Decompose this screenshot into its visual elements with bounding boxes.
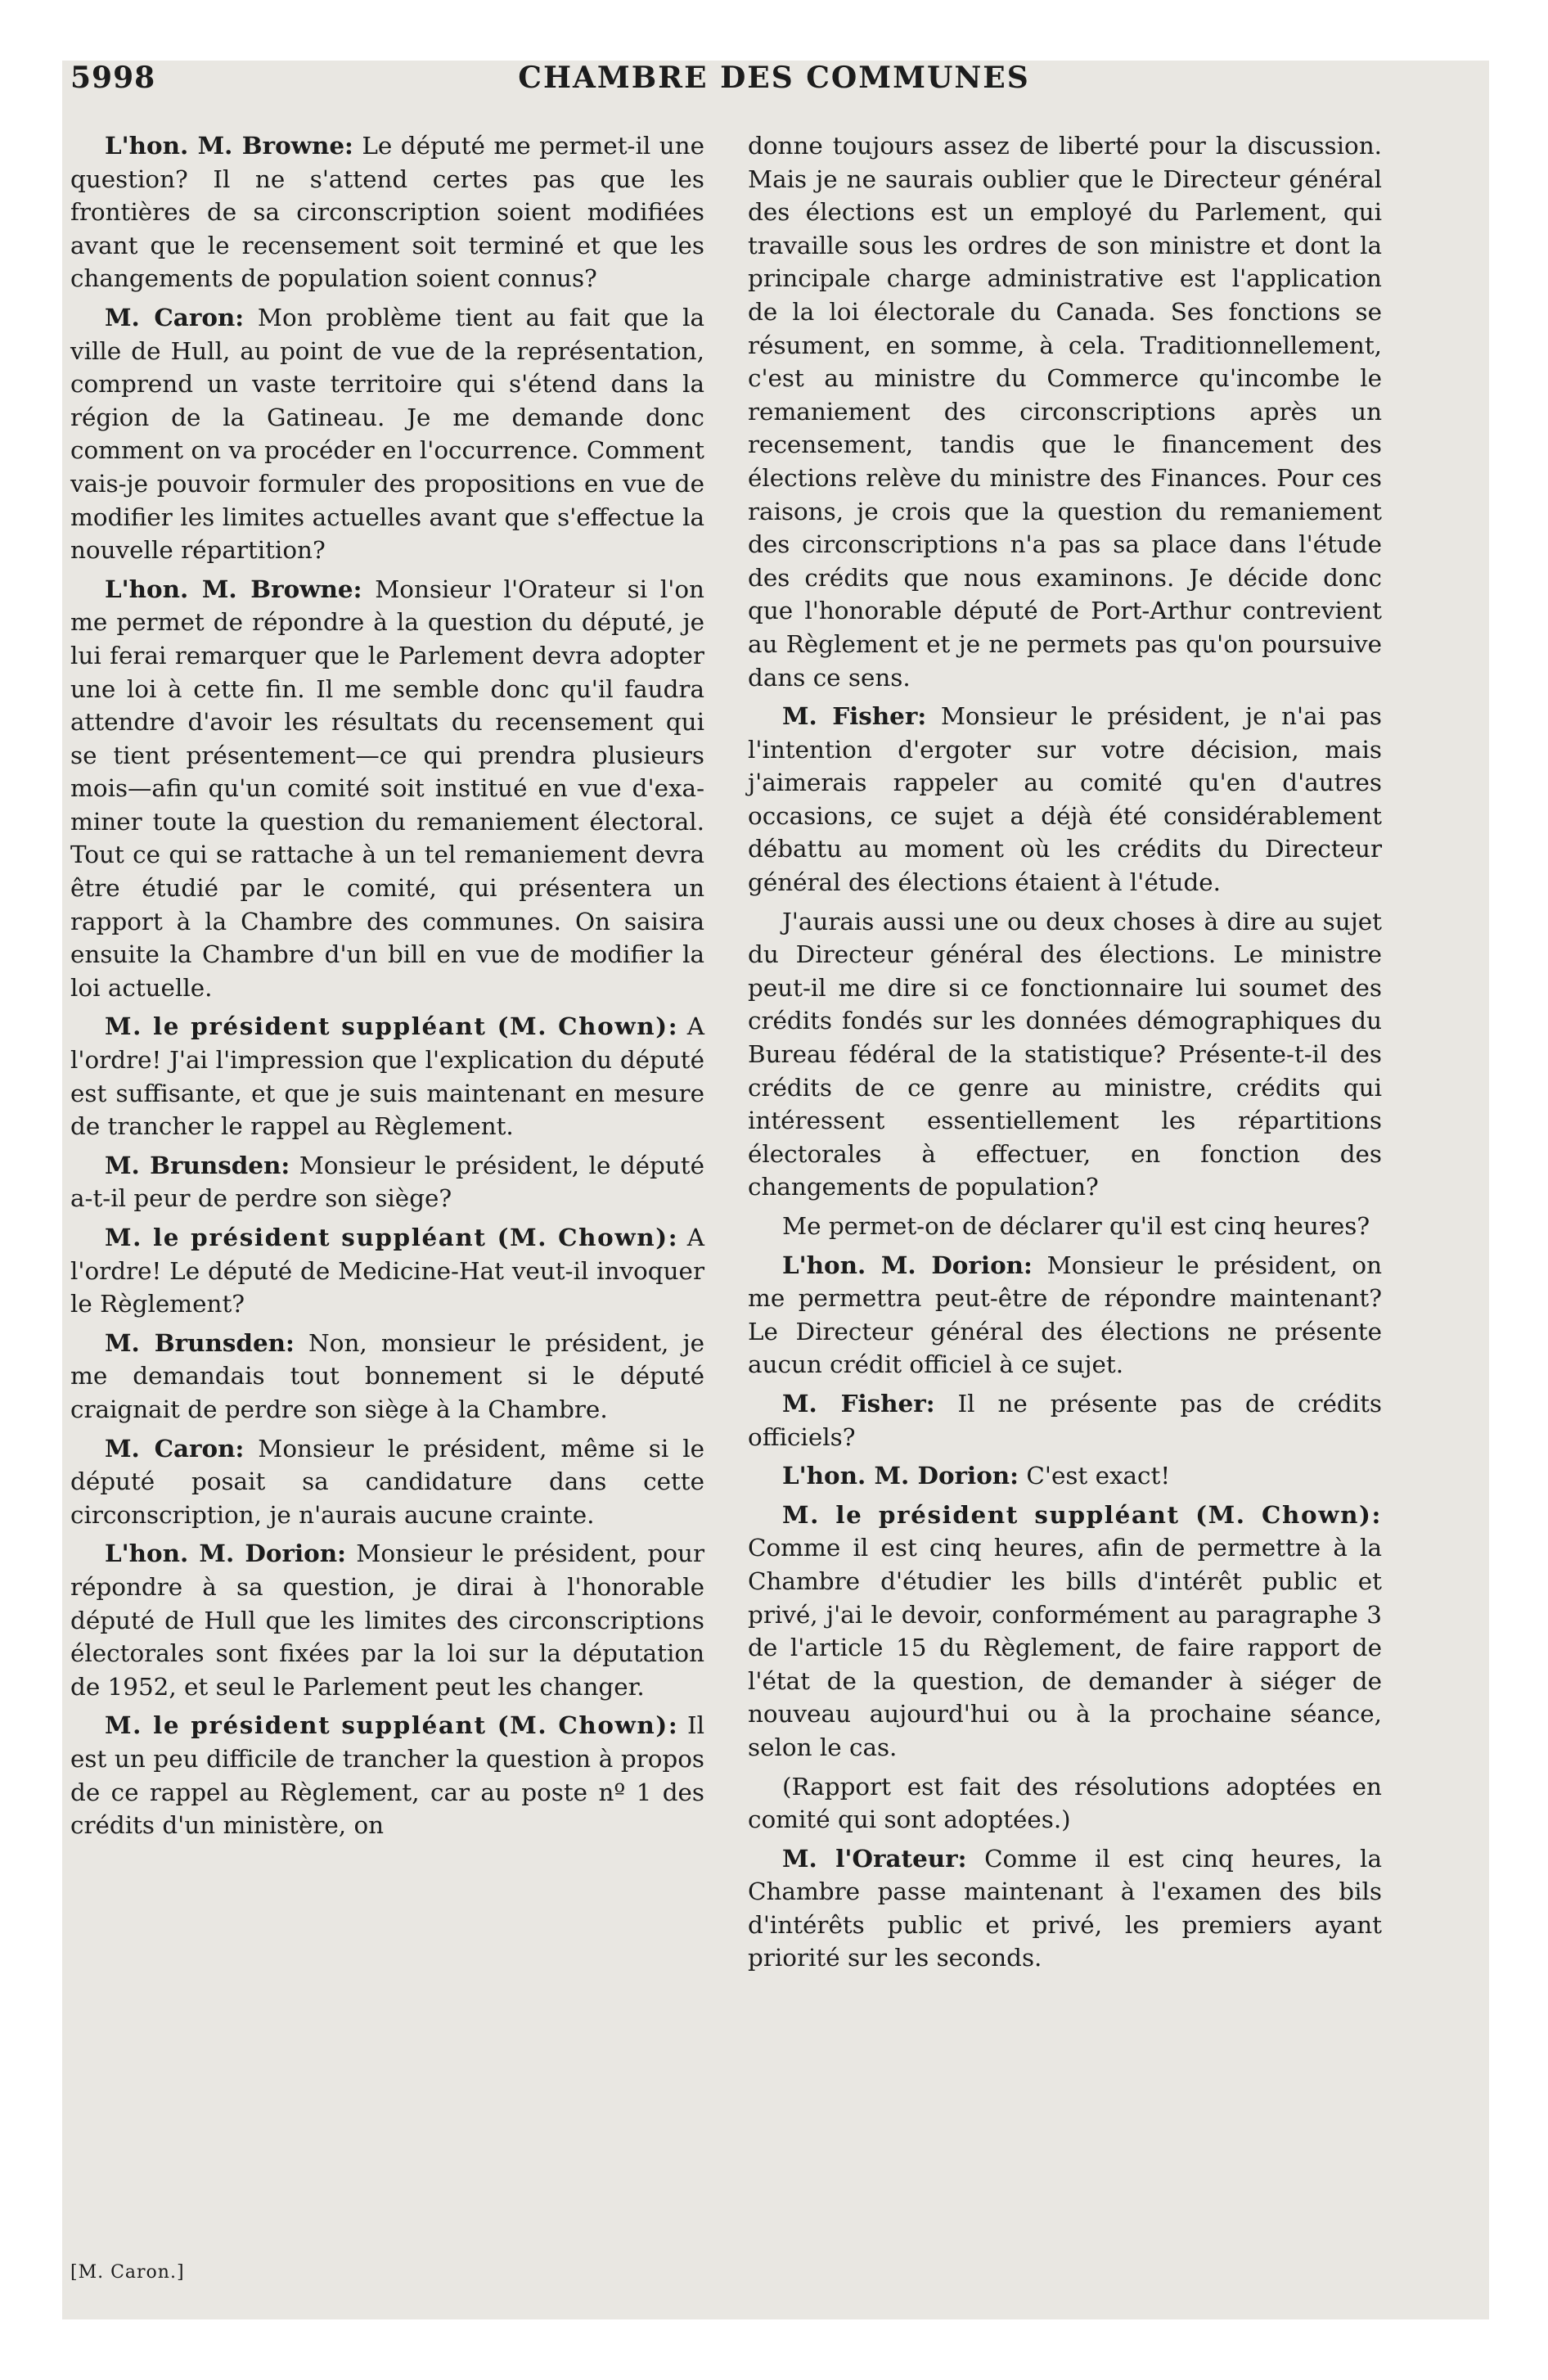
speaker-name: M. Fisher: [782, 701, 927, 731]
speaker-name: L'hon. M. Browne: [105, 574, 362, 603]
paragraph-text: Le député me permet-il une question? Il ne s'attend certes pas que les frontières de sa circonscription soient modifiées avant que le recensement soit terminé et que les changements de population soient connus? [70, 132, 704, 293]
paragraph [70, 1537, 704, 1703]
paragraph-text: Monsieur le président, même si le député posait sa candidature dans cette circonscription, je n'aurais aucune crainte. [70, 1434, 704, 1529]
paragraph [748, 1459, 1382, 1493]
paragraph [70, 573, 704, 1005]
speaker-name: L'hon. M. Dorion: [782, 1250, 1033, 1279]
paragraph-text: (Rapport est fait des résolutions adoptées en comité qui sont adoptées.) [748, 1772, 1382, 1834]
paragraph-text: donne toujours assez de liberté pour la discussion. Mais je ne saurais oublier que le Directeur général des élections est un employé du Parlement, qui travaille sous les ordres de son ministre et dont la principale charge administrative est l'application de la loi électorale du Canada. Ses fonctions se résument, en somme, à cela. Traditionnellement, c'est au ministre du Commerce qu'incombe le remaniement des circonscriptions après un recensement, tandis que le financement des élections relève du ministre des Finances. Pour ces raisons, je crois que la question du remaniement des circonscriptions n'a pas sa place dans l'étude des crédits que nous examinons. Je décide donc que l'honorable député de Port-Arthur contrevient au Règlement et je ne permets pas qu'on poursuive dans ce sens. [748, 132, 1382, 692]
paragraph [748, 1210, 1382, 1243]
paragraph-text: Comme il est cinq heures, la Chambre passe maintenant à l'examen des bils d'intérêts public et privé, les premiers ayant priorité sur les seconds. [748, 1844, 1382, 1972]
paragraph-text: C'est exact! [1019, 1462, 1171, 1490]
paragraph [70, 1709, 704, 1841]
paragraph [748, 1249, 1382, 1382]
paragraph-text: Monsieur le président, je n'ai pas l'intention d'ergoter sur votre décision, mais j'aimerais rappeler au comité qu'en d'autres occasions, ce sujet a déjà été considérablement débattu au moment où les crédits du Directeur général des élections étaient à l'étude. [748, 702, 1382, 897]
paragraph [70, 1221, 704, 1321]
speaker-name: M. l'Orateur: [782, 1843, 967, 1873]
paragraph [748, 700, 1382, 899]
speaker-name: M. le président suppléant (M. Chown): [105, 1223, 679, 1251]
paragraph-text: Monsieur le président, on me permettra peut-être de répondre maintenant? Le Directeur général des élections ne présente aucun crédit officiel à ce sujet. [748, 1251, 1382, 1379]
paragraph-text: J'aurais aussi une ou deux choses à dire au sujet du Directeur général des élections. Le ministre peut-il me dire si ce fonctionnaire lui soumet des crédits fondés sur les données démographiques du Bureau fédéral de la statistique? Présente-t-il des crédits de ce genre au ministre, crédits qui intéressent essentiellement les répartitions électorales à effectuer, en fonction des changements de population? [748, 907, 1382, 1201]
paragraph-text: A l'ordre! J'ai l'impression que l'explication du député est suffisante, et que je suis maintenant en mesure de trancher le rappel au Règlement. [70, 1012, 704, 1141]
right-column [748, 129, 1382, 1981]
page-number: 5998 [70, 61, 156, 95]
paragraph-text: Monsieur l'Orateur si l'on me permet de répondre à la question du député, je lui ferai remarquer que le Parlement devra adopter une loi à cette fin. Il me semble donc qu'il faudra attendre d'avoir les résultats du recensement qui se tient présentement—ce qui prendra plusieurs mois—afin qu'un comité soit institué en vue d'examiner toute la question du remaniement électoral. Tout ce qui se rattache à un tel remaniement devra être étudié par le comité, qui présentera un rapport à la Chambre des communes. On saisira ensuite la Chambre d'un bill en vue de modifier la loi actuelle. [70, 575, 704, 1002]
paragraph [748, 905, 1382, 1204]
speaker-name: M. le président suppléant (M. Chown): [105, 1012, 679, 1041]
paragraph [748, 1499, 1382, 1765]
speaker-name: M. le président suppléant (M. Chown): [782, 1499, 1382, 1529]
paragraph-text: Il est un peu difficile de trancher la question à propos de ce rappel au Règlement, car au poste nº 1 des crédits d'un ministère, on [70, 1711, 704, 1840]
speaker-name: M. Brunsden: [105, 1327, 295, 1357]
speaker-name: L'hon. M. Dorion: [105, 1539, 346, 1568]
speaker-name: M. Caron: [105, 1433, 245, 1463]
speaker-name: L'hon. M. Browne: [105, 131, 353, 160]
speaker-name: M. Brunsden: [105, 1150, 290, 1179]
paragraph-text: Il ne présente pas de crédits officiels? [748, 1389, 1383, 1451]
speaker-name: L'hon. M. Dorion: [782, 1461, 1019, 1490]
paragraph-text: Non, monsieur le président, je me demandais tout bonnement si le député craignait de perdre son siège à la Chambre. [70, 1328, 704, 1423]
paragraph-text: Comme il est cinq heures, afin de permettre à la Chambre d'étudier les bills d'intérêt public et privé, j'ai le devoir, conformément au paragraphe 3 de l'article 15 du Règlement, de faire rapport de l'état de la question, de demander à siéger de nouveau aujourd'hui ou à la prochaine séance, selon le cas. [748, 1534, 1382, 1761]
paragraph [70, 1149, 704, 1215]
speaker-name: M. le président suppléant (M. Chown): [105, 1711, 679, 1740]
paragraph [748, 129, 1382, 694]
paragraph [70, 1432, 704, 1532]
speaker-name: M. Fisher: [782, 1388, 935, 1418]
paragraph-text: Me permet-on de déclarer qu'il est cinq heures? [782, 1212, 1370, 1240]
left-column [70, 129, 704, 1848]
paragraph [70, 1010, 704, 1143]
paragraph [748, 1387, 1382, 1454]
page-header [70, 61, 1478, 110]
speaker-name: M. Caron: [105, 302, 245, 331]
page-title: CHAMBRE DES COMMUNES [518, 61, 1030, 95]
paragraph [748, 1770, 1382, 1837]
paragraph [70, 1327, 704, 1427]
paragraph-text: Mon problème tient au fait que la ville de Hull, au point de vue de la représentation, comprend un vaste territoire qui s'étend dans la région de la Gatineau. Je me demande donc comment on va procéder en l'occurrence. Comment vais-je pouvoir formuler des propositions en vue de modifier les limites actuelles avant que s'effectue la nouvelle répartition? [70, 303, 704, 565]
paragraph [748, 1842, 1382, 1975]
paragraph-text: Monsieur le président, pour répondre à sa question, je dirai à l'honorable député de Hull que les limites des circonscriptions électorales sont fixées par la loi sur la députation de 1952, et seul le Parlement peut les changer. [70, 1539, 704, 1701]
paragraph [70, 301, 704, 567]
paragraph-text: A l'ordre! Le député de Medicine-Hat veut-il invoquer le Règlement? [70, 1224, 704, 1318]
paragraph [70, 129, 704, 295]
paragraph-text: Monsieur le président, le député a-t-il peur de perdre son siège? [70, 1151, 704, 1213]
footer-note: [M. Caron.] [70, 2262, 185, 2283]
